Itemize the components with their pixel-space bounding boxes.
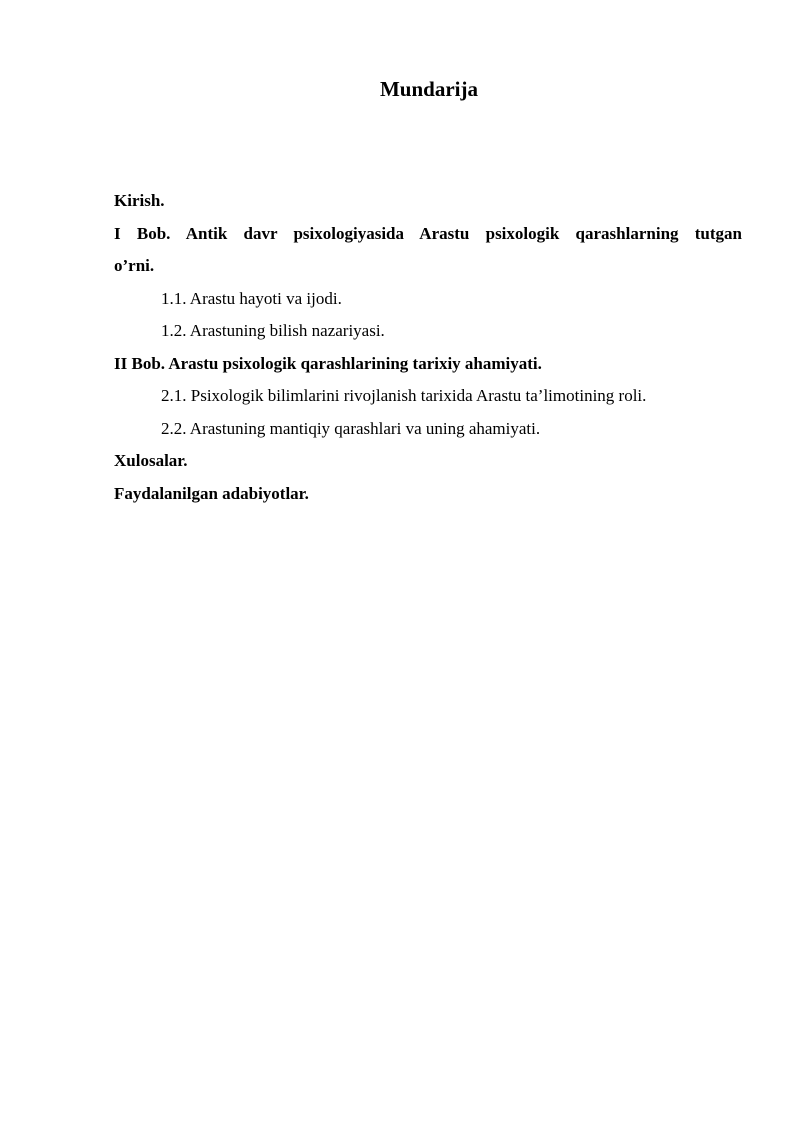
toc-item-chapter-1-line-1: I Bob. Antik davr psixologiyasida Arastu psixologik qarashlarning tutgan [114, 223, 742, 243]
toc-item-references: Faydalanilgan adabiyotlar. [114, 483, 309, 503]
toc-item-section-2-1: 2.1. Psixologik bilimlarini rivojlanish tarixida Arastu ta’limotining roli. [161, 386, 647, 405]
toc-item-section-1-2: 1.2. Arastuning bilish nazariyasi. [161, 321, 385, 340]
toc-item-chapter-1-line-2: o’rni. [114, 256, 155, 275]
toc-item-chapter-2: II Bob. Arastu psixologik qarashlarining tarixiy ahamiyati. [114, 353, 542, 373]
toc-item-conclusions: Xulosalar. [114, 451, 188, 470]
toc-item-section-2-2: 2.2. Arastuning mantiqiy qarashlari va uning ahamiyati. [161, 418, 541, 438]
table-of-contents [114, 185, 742, 510]
toc-item-intro: Kirish. [114, 191, 165, 210]
page-title: Mundarija [379, 77, 478, 101]
toc-item-section-1-1: 1.1. Arastu hayoti va ijodi. [161, 288, 342, 308]
